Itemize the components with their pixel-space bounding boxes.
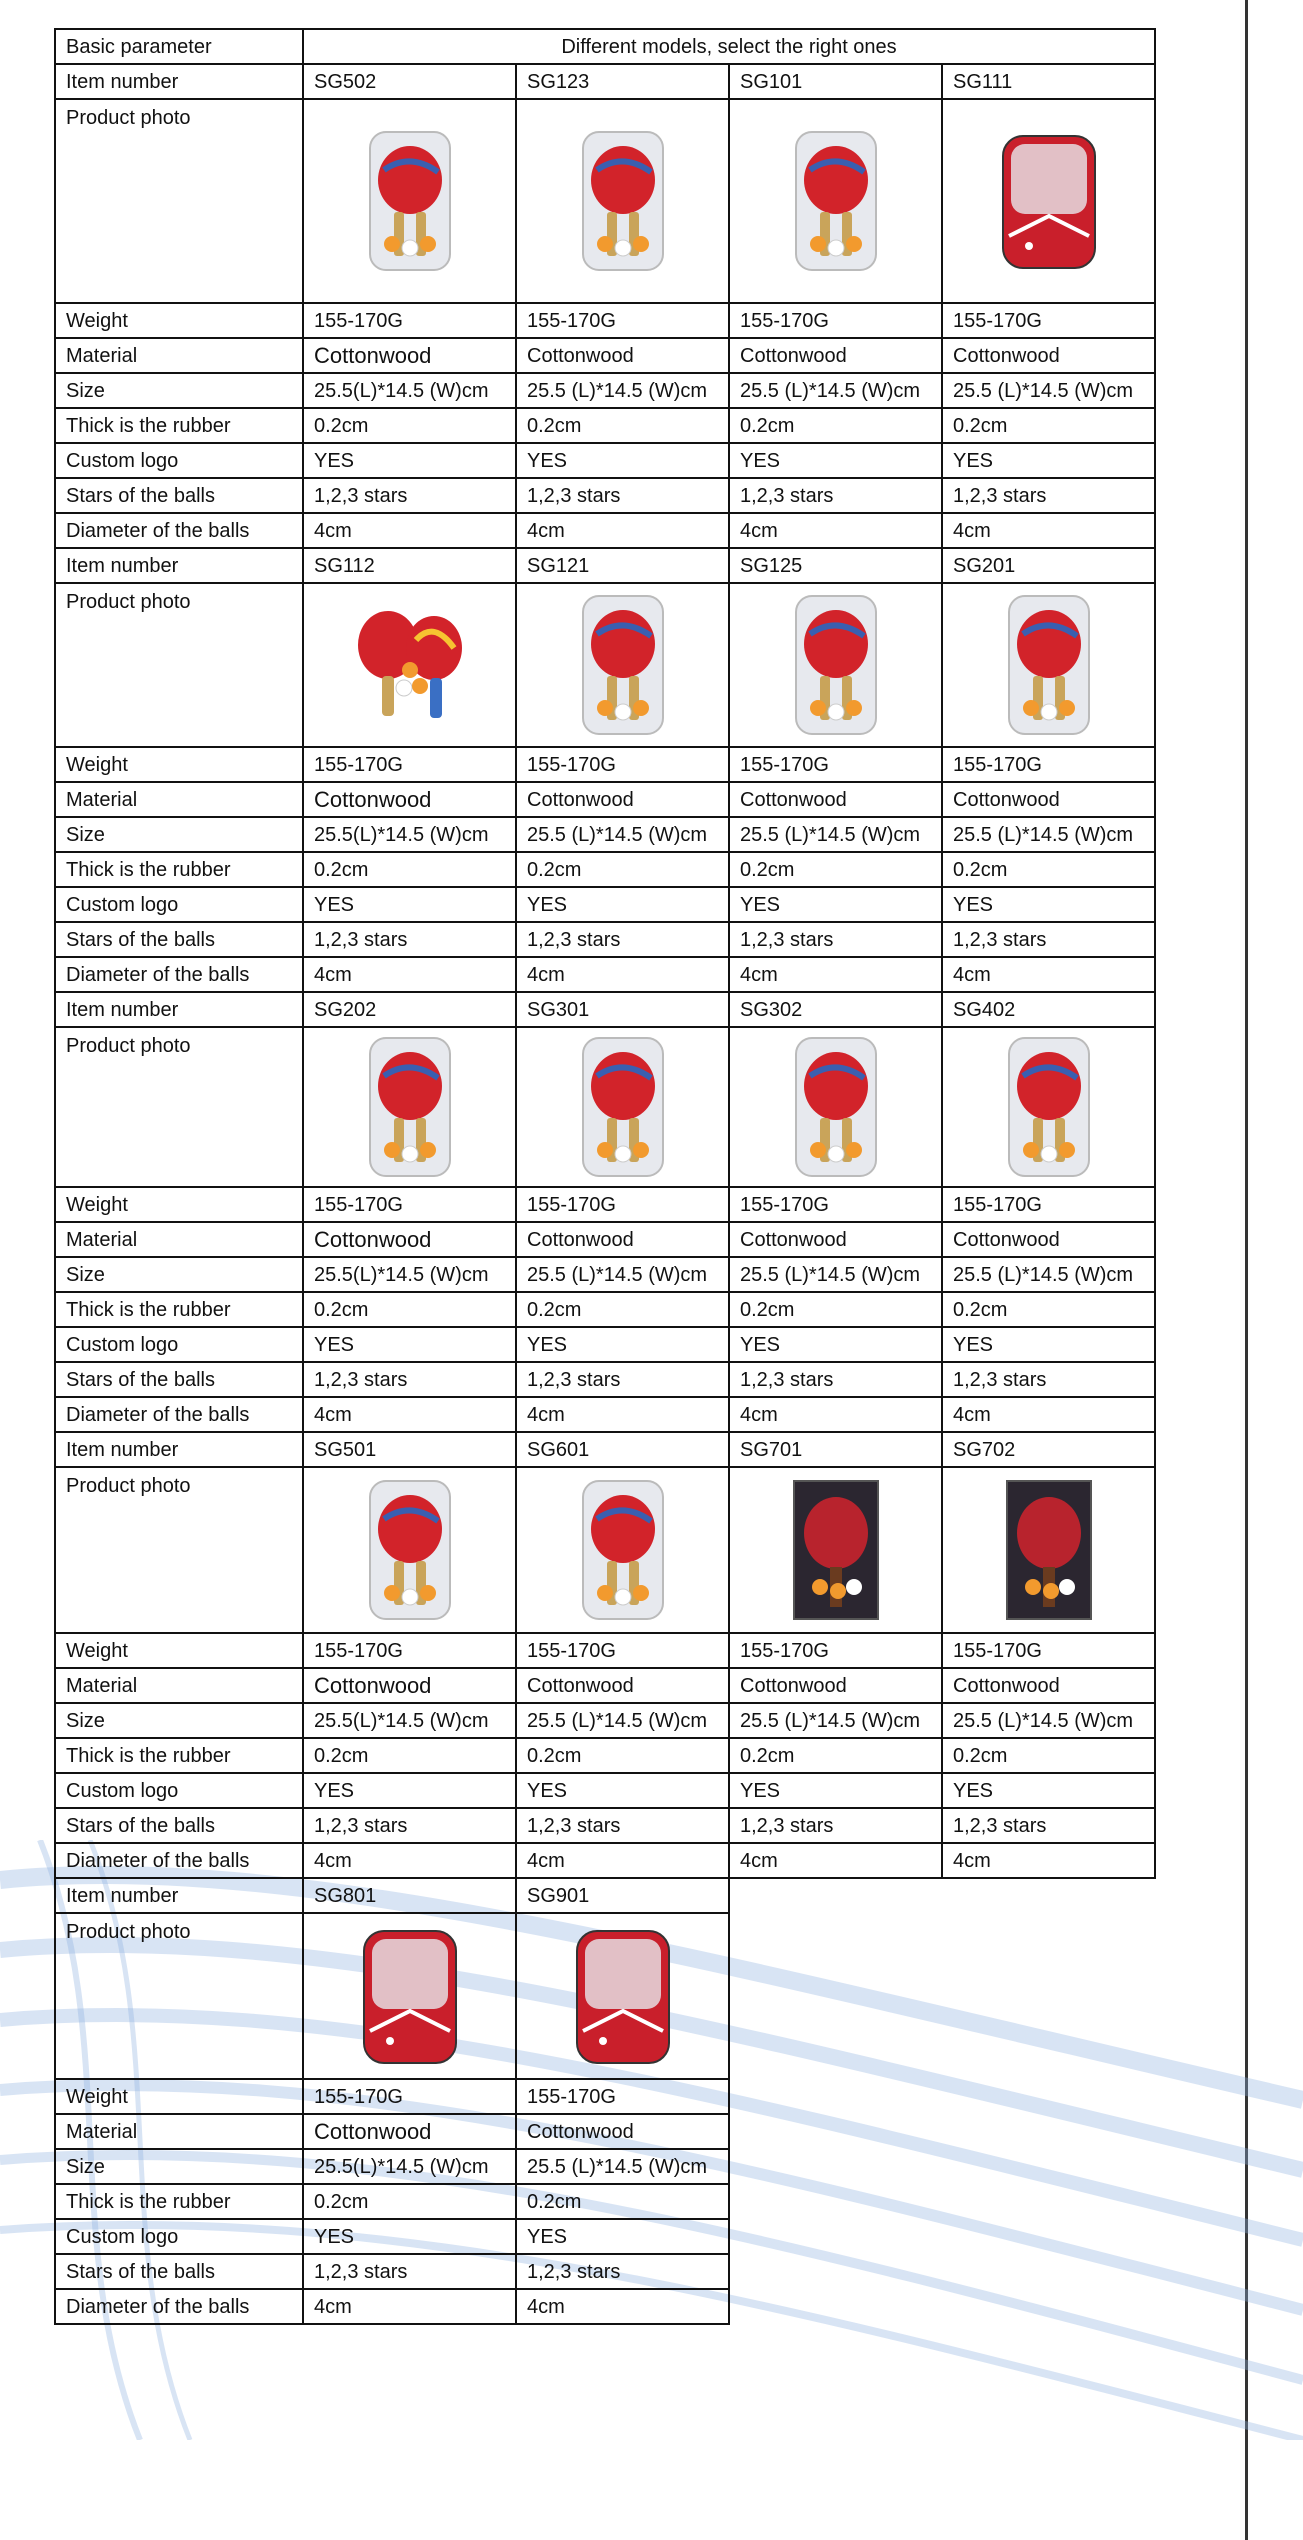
stars-row xyxy=(55,2254,1155,2289)
stars-label: Stars of the balls xyxy=(55,2254,303,2289)
material-label: Material xyxy=(55,1222,303,1257)
item-row xyxy=(55,992,1155,1027)
thick-label: Thick is the rubber xyxy=(55,852,303,887)
logo-value: YES xyxy=(516,887,729,922)
product-spec-table xyxy=(54,28,1156,2325)
material-value: Cottonwood xyxy=(516,1668,729,1703)
product-photo-cell xyxy=(303,99,516,303)
empty-cell xyxy=(729,2289,942,2324)
thick-label: Thick is the rubber xyxy=(55,408,303,443)
thick-value: 0.2cm xyxy=(729,1738,942,1773)
empty-cell xyxy=(729,2184,942,2219)
stars-value: 1,2,3 stars xyxy=(942,922,1155,957)
stars-value: 1,2,3 stars xyxy=(303,478,516,513)
material-value: Cottonwood xyxy=(729,338,942,373)
empty-cell xyxy=(942,2114,1155,2149)
logo-value: YES xyxy=(303,887,516,922)
diameter-value: 4cm xyxy=(942,957,1155,992)
product-photo-cell xyxy=(942,1027,1155,1187)
material-value: Cottonwood xyxy=(729,1222,942,1257)
weight-value: 155-170G xyxy=(729,303,942,338)
logo-label: Custom logo xyxy=(55,2219,303,2254)
size-value: 25.5 (L)*14.5 (W)cm xyxy=(516,1703,729,1738)
item-value: SG801 xyxy=(303,1878,516,1913)
stars-label: Stars of the balls xyxy=(55,1362,303,1397)
stars-value: 1,2,3 stars xyxy=(942,1808,1155,1843)
diameter-value: 4cm xyxy=(942,1397,1155,1432)
empty-cell xyxy=(942,2254,1155,2289)
weight-value: 155-170G xyxy=(942,747,1155,782)
stars-value: 1,2,3 stars xyxy=(303,2254,516,2289)
header-row xyxy=(55,29,1155,64)
material-value: Cottonwood xyxy=(516,1222,729,1257)
stars-row xyxy=(55,1362,1155,1397)
thick-row xyxy=(55,408,1155,443)
item-value: SG601 xyxy=(516,1432,729,1467)
size-value: 25.5(L)*14.5 (W)cm xyxy=(303,2149,516,2184)
diameter-label: Diameter of the balls xyxy=(55,2289,303,2324)
size-row xyxy=(55,817,1155,852)
blister-pack-paddles-photo xyxy=(350,1032,470,1182)
item-value: SG701 xyxy=(729,1432,942,1467)
logo-value: YES xyxy=(516,1327,729,1362)
material-label: Material xyxy=(55,338,303,373)
product-photo-cell xyxy=(516,99,729,303)
weight-value: 155-170G xyxy=(942,1633,1155,1668)
weight-value: 155-170G xyxy=(303,1633,516,1668)
diameter-value: 4cm xyxy=(303,957,516,992)
material-value: Cottonwood xyxy=(942,1668,1155,1703)
material-row xyxy=(55,338,1155,373)
size-row xyxy=(55,1257,1155,1292)
item-value: SG302 xyxy=(729,992,942,1027)
diameter-label: Diameter of the balls xyxy=(55,513,303,548)
stars-value: 1,2,3 stars xyxy=(516,478,729,513)
item-value: SG501 xyxy=(303,1432,516,1467)
material-value: Cottonwood xyxy=(516,782,729,817)
empty-cell xyxy=(729,2149,942,2184)
material-row xyxy=(55,782,1155,817)
blister-pack-paddles-photo xyxy=(350,1475,470,1625)
logo-value: YES xyxy=(942,1327,1155,1362)
empty-cell xyxy=(942,2184,1155,2219)
blister-pack-paddles-photo xyxy=(350,126,470,276)
weight-row xyxy=(55,303,1155,338)
diameter-row xyxy=(55,1843,1155,1878)
blister-pack-paddles-photo xyxy=(989,1032,1109,1182)
weight-value: 155-170G xyxy=(516,1187,729,1222)
logo-row xyxy=(55,2219,1155,2254)
thick-value: 0.2cm xyxy=(942,1738,1155,1773)
weight-value: 155-170G xyxy=(942,303,1155,338)
size-label: Size xyxy=(55,1703,303,1738)
size-value: 25.5 (L)*14.5 (W)cm xyxy=(942,817,1155,852)
size-label: Size xyxy=(55,2149,303,2184)
stars-value: 1,2,3 stars xyxy=(942,478,1155,513)
logo-row xyxy=(55,1773,1155,1808)
weight-value: 155-170G xyxy=(516,1633,729,1668)
weight-value: 155-170G xyxy=(303,1187,516,1222)
thick-value: 0.2cm xyxy=(516,1738,729,1773)
stars-value: 1,2,3 stars xyxy=(516,2254,729,2289)
size-value: 25.5 (L)*14.5 (W)cm xyxy=(729,1257,942,1292)
diameter-value: 4cm xyxy=(729,1397,942,1432)
size-value: 25.5(L)*14.5 (W)cm xyxy=(303,1703,516,1738)
logo-label: Custom logo xyxy=(55,1327,303,1362)
diameter-value: 4cm xyxy=(942,1843,1155,1878)
thick-value: 0.2cm xyxy=(729,408,942,443)
material-value: Cottonwood xyxy=(516,2114,729,2149)
item-row xyxy=(55,64,1155,99)
diameter-value: 4cm xyxy=(729,513,942,548)
item-value: SG125 xyxy=(729,548,942,583)
material-label: Material xyxy=(55,2114,303,2149)
material-value: Cottonwood xyxy=(303,1668,516,1703)
diameter-row xyxy=(55,957,1155,992)
weight-value: 155-170G xyxy=(303,747,516,782)
paddle-case-bag-photo xyxy=(350,1921,470,2071)
weight-label: Weight xyxy=(55,1187,303,1222)
item-value: SG202 xyxy=(303,992,516,1027)
size-row xyxy=(55,373,1155,408)
stars-value: 1,2,3 stars xyxy=(729,478,942,513)
logo-value: YES xyxy=(729,1327,942,1362)
thick-value: 0.2cm xyxy=(303,852,516,887)
stars-value: 1,2,3 stars xyxy=(942,1362,1155,1397)
material-label: Material xyxy=(55,1668,303,1703)
size-value: 25.5 (L)*14.5 (W)cm xyxy=(729,1703,942,1738)
thick-label: Thick is the rubber xyxy=(55,1292,303,1327)
weight-value: 155-170G xyxy=(729,747,942,782)
empty-cell xyxy=(729,2254,942,2289)
size-value: 25.5 (L)*14.5 (W)cm xyxy=(729,373,942,408)
photo-row xyxy=(55,99,1155,303)
logo-value: YES xyxy=(303,1327,516,1362)
logo-row xyxy=(55,443,1155,478)
size-value: 25.5 (L)*14.5 (W)cm xyxy=(516,1257,729,1292)
item-row xyxy=(55,1878,1155,1913)
empty-cell xyxy=(729,2114,942,2149)
empty-cell xyxy=(942,1878,1155,1913)
size-label: Size xyxy=(55,373,303,408)
logo-value: YES xyxy=(303,2219,516,2254)
loose-paddles-balls-photo xyxy=(350,590,470,740)
product-photo-cell xyxy=(516,1027,729,1187)
material-row xyxy=(55,2114,1155,2149)
item-value: SG111 xyxy=(942,64,1155,99)
logo-value: YES xyxy=(516,443,729,478)
thick-value: 0.2cm xyxy=(729,1292,942,1327)
diameter-row xyxy=(55,2289,1155,2324)
material-value: Cottonwood xyxy=(942,338,1155,373)
size-value: 25.5(L)*14.5 (W)cm xyxy=(303,1257,516,1292)
item-row xyxy=(55,548,1155,583)
material-value: Cottonwood xyxy=(516,338,729,373)
thick-value: 0.2cm xyxy=(516,1292,729,1327)
weight-value: 155-170G xyxy=(516,2079,729,2114)
item-value: SG901 xyxy=(516,1878,729,1913)
blister-pack-paddles-photo xyxy=(989,590,1109,740)
photo-row xyxy=(55,1467,1155,1633)
product-photo-cell xyxy=(516,583,729,747)
stars-value: 1,2,3 stars xyxy=(729,922,942,957)
item-value: SG301 xyxy=(516,992,729,1027)
thick-value: 0.2cm xyxy=(942,1292,1155,1327)
item-value: SG101 xyxy=(729,64,942,99)
photo-row xyxy=(55,1027,1155,1187)
blister-pack-paddles-photo xyxy=(776,126,896,276)
item-value: SG502 xyxy=(303,64,516,99)
weight-value: 155-170G xyxy=(516,303,729,338)
size-value: 25.5 (L)*14.5 (W)cm xyxy=(942,373,1155,408)
weight-row xyxy=(55,1633,1155,1668)
material-value: Cottonwood xyxy=(729,782,942,817)
weight-value: 155-170G xyxy=(729,1633,942,1668)
material-value: Cottonwood xyxy=(942,782,1155,817)
diameter-value: 4cm xyxy=(942,513,1155,548)
product-photo-cell xyxy=(729,99,942,303)
size-value: 25.5 (L)*14.5 (W)cm xyxy=(516,373,729,408)
empty-cell xyxy=(729,1878,942,1913)
product-photo-cell xyxy=(303,1913,516,2079)
material-value: Cottonwood xyxy=(303,1222,516,1257)
size-value: 25.5 (L)*14.5 (W)cm xyxy=(942,1257,1155,1292)
product-photo-cell xyxy=(729,1467,942,1633)
logo-value: YES xyxy=(942,887,1155,922)
blister-pack-paddles-photo xyxy=(563,590,683,740)
thick-value: 0.2cm xyxy=(303,2184,516,2219)
empty-cell xyxy=(942,1913,1155,2079)
thick-row xyxy=(55,852,1155,887)
stars-row xyxy=(55,478,1155,513)
empty-cell xyxy=(729,2219,942,2254)
photo-label: Product photo xyxy=(55,583,303,747)
stars-value: 1,2,3 stars xyxy=(516,1808,729,1843)
photo-row xyxy=(55,1913,1155,2079)
size-value: 25.5 (L)*14.5 (W)cm xyxy=(516,2149,729,2184)
item-value: SG201 xyxy=(942,548,1155,583)
logo-row xyxy=(55,1327,1155,1362)
stars-row xyxy=(55,1808,1155,1843)
blister-pack-paddles-photo xyxy=(776,1032,896,1182)
empty-cell xyxy=(942,2079,1155,2114)
weight-label: Weight xyxy=(55,303,303,338)
diameter-value: 4cm xyxy=(303,2289,516,2324)
thick-value: 0.2cm xyxy=(516,852,729,887)
diameter-value: 4cm xyxy=(303,1843,516,1878)
size-row xyxy=(55,1703,1155,1738)
photo-row xyxy=(55,583,1155,747)
weight-value: 155-170G xyxy=(303,2079,516,2114)
product-photo-cell xyxy=(942,583,1155,747)
stars-row xyxy=(55,922,1155,957)
item-value: SG121 xyxy=(516,548,729,583)
models-header: Different models, select the right ones xyxy=(303,29,1155,64)
photo-label: Product photo xyxy=(55,1467,303,1633)
logo-value: YES xyxy=(942,443,1155,478)
thick-label: Thick is the rubber xyxy=(55,1738,303,1773)
blister-pack-paddles-photo xyxy=(563,126,683,276)
stars-value: 1,2,3 stars xyxy=(516,1362,729,1397)
diameter-value: 4cm xyxy=(303,513,516,548)
stars-value: 1,2,3 stars xyxy=(729,1362,942,1397)
diameter-value: 4cm xyxy=(516,1397,729,1432)
thick-row xyxy=(55,1292,1155,1327)
thick-value: 0.2cm xyxy=(303,1292,516,1327)
weight-label: Weight xyxy=(55,1633,303,1668)
logo-value: YES xyxy=(729,443,942,478)
material-value: Cottonwood xyxy=(942,1222,1155,1257)
blister-pack-paddles-photo xyxy=(776,590,896,740)
photo-label: Product photo xyxy=(55,1027,303,1187)
logo-value: YES xyxy=(303,1773,516,1808)
diameter-value: 4cm xyxy=(729,1843,942,1878)
empty-cell xyxy=(729,1913,942,2079)
thick-row xyxy=(55,1738,1155,1773)
material-value: Cottonwood xyxy=(303,2114,516,2149)
thick-value: 0.2cm xyxy=(303,408,516,443)
logo-label: Custom logo xyxy=(55,887,303,922)
product-photo-cell xyxy=(303,583,516,747)
diameter-label: Diameter of the balls xyxy=(55,1397,303,1432)
weight-value: 155-170G xyxy=(303,303,516,338)
weight-row xyxy=(55,2079,1155,2114)
logo-value: YES xyxy=(942,1773,1155,1808)
diameter-label: Diameter of the balls xyxy=(55,957,303,992)
thick-value: 0.2cm xyxy=(942,408,1155,443)
thick-row xyxy=(55,2184,1155,2219)
paddle-case-bag-photo xyxy=(563,1921,683,2071)
thick-value: 0.2cm xyxy=(729,852,942,887)
blister-pack-paddles-photo xyxy=(563,1475,683,1625)
basic-parameter-header: Basic parameter xyxy=(55,29,303,64)
item-value: SG402 xyxy=(942,992,1155,1027)
size-value: 25.5 (L)*14.5 (W)cm xyxy=(516,817,729,852)
item-label: Item number xyxy=(55,64,303,99)
diameter-value: 4cm xyxy=(516,957,729,992)
size-row xyxy=(55,2149,1155,2184)
stars-value: 1,2,3 stars xyxy=(303,922,516,957)
thick-value: 0.2cm xyxy=(303,1738,516,1773)
size-value: 25.5(L)*14.5 (W)cm xyxy=(303,373,516,408)
product-photo-cell xyxy=(942,99,1155,303)
item-label: Item number xyxy=(55,1432,303,1467)
size-value: 25.5 (L)*14.5 (W)cm xyxy=(729,817,942,852)
material-row xyxy=(55,1668,1155,1703)
size-label: Size xyxy=(55,1257,303,1292)
size-value: 25.5 (L)*14.5 (W)cm xyxy=(942,1703,1155,1738)
product-photo-cell xyxy=(516,1913,729,2079)
logo-value: YES xyxy=(303,443,516,478)
logo-label: Custom logo xyxy=(55,443,303,478)
stars-value: 1,2,3 stars xyxy=(303,1362,516,1397)
weight-value: 155-170G xyxy=(516,747,729,782)
stars-label: Stars of the balls xyxy=(55,1808,303,1843)
stars-value: 1,2,3 stars xyxy=(729,1808,942,1843)
page-edge-line xyxy=(1245,0,1248,2540)
size-value: 25.5(L)*14.5 (W)cm xyxy=(303,817,516,852)
diameter-value: 4cm xyxy=(516,2289,729,2324)
empty-cell xyxy=(942,2149,1155,2184)
product-photo-cell xyxy=(303,1467,516,1633)
item-label: Item number xyxy=(55,1878,303,1913)
diameter-value: 4cm xyxy=(303,1397,516,1432)
stars-value: 1,2,3 stars xyxy=(516,922,729,957)
material-value: Cottonwood xyxy=(303,782,516,817)
item-value: SG112 xyxy=(303,548,516,583)
weight-label: Weight xyxy=(55,747,303,782)
weight-row xyxy=(55,747,1155,782)
material-row xyxy=(55,1222,1155,1257)
logo-label: Custom logo xyxy=(55,1773,303,1808)
material-value: Cottonwood xyxy=(729,1668,942,1703)
boxed-paddles-photo xyxy=(776,1475,896,1625)
weight-row xyxy=(55,1187,1155,1222)
blister-pack-paddles-photo xyxy=(563,1032,683,1182)
diameter-value: 4cm xyxy=(729,957,942,992)
product-photo-cell xyxy=(516,1467,729,1633)
stars-label: Stars of the balls xyxy=(55,922,303,957)
photo-label: Product photo xyxy=(55,1913,303,2079)
empty-cell xyxy=(942,2289,1155,2324)
logo-value: YES xyxy=(729,1773,942,1808)
stars-value: 1,2,3 stars xyxy=(303,1808,516,1843)
stars-label: Stars of the balls xyxy=(55,478,303,513)
diameter-label: Diameter of the balls xyxy=(55,1843,303,1878)
logo-value: YES xyxy=(516,2219,729,2254)
logo-value: YES xyxy=(516,1773,729,1808)
weight-value: 155-170G xyxy=(729,1187,942,1222)
product-photo-cell xyxy=(303,1027,516,1187)
logo-value: YES xyxy=(729,887,942,922)
item-value: SG702 xyxy=(942,1432,1155,1467)
thick-value: 0.2cm xyxy=(516,408,729,443)
item-label: Item number xyxy=(55,992,303,1027)
diameter-row xyxy=(55,513,1155,548)
thick-label: Thick is the rubber xyxy=(55,2184,303,2219)
diameter-row xyxy=(55,1397,1155,1432)
logo-row xyxy=(55,887,1155,922)
item-row xyxy=(55,1432,1155,1467)
boxed-paddles-photo xyxy=(989,1475,1109,1625)
item-label: Item number xyxy=(55,548,303,583)
weight-label: Weight xyxy=(55,2079,303,2114)
product-photo-cell xyxy=(729,1027,942,1187)
product-photo-cell xyxy=(942,1467,1155,1633)
size-label: Size xyxy=(55,817,303,852)
diameter-value: 4cm xyxy=(516,513,729,548)
weight-value: 155-170G xyxy=(942,1187,1155,1222)
paddle-case-bag-photo xyxy=(989,126,1109,276)
product-photo-cell xyxy=(729,583,942,747)
diameter-value: 4cm xyxy=(516,1843,729,1878)
item-value: SG123 xyxy=(516,64,729,99)
material-value: Cottonwood xyxy=(303,338,516,373)
photo-label: Product photo xyxy=(55,99,303,303)
material-label: Material xyxy=(55,782,303,817)
empty-cell xyxy=(729,2079,942,2114)
thick-value: 0.2cm xyxy=(942,852,1155,887)
empty-cell xyxy=(942,2219,1155,2254)
thick-value: 0.2cm xyxy=(516,2184,729,2219)
